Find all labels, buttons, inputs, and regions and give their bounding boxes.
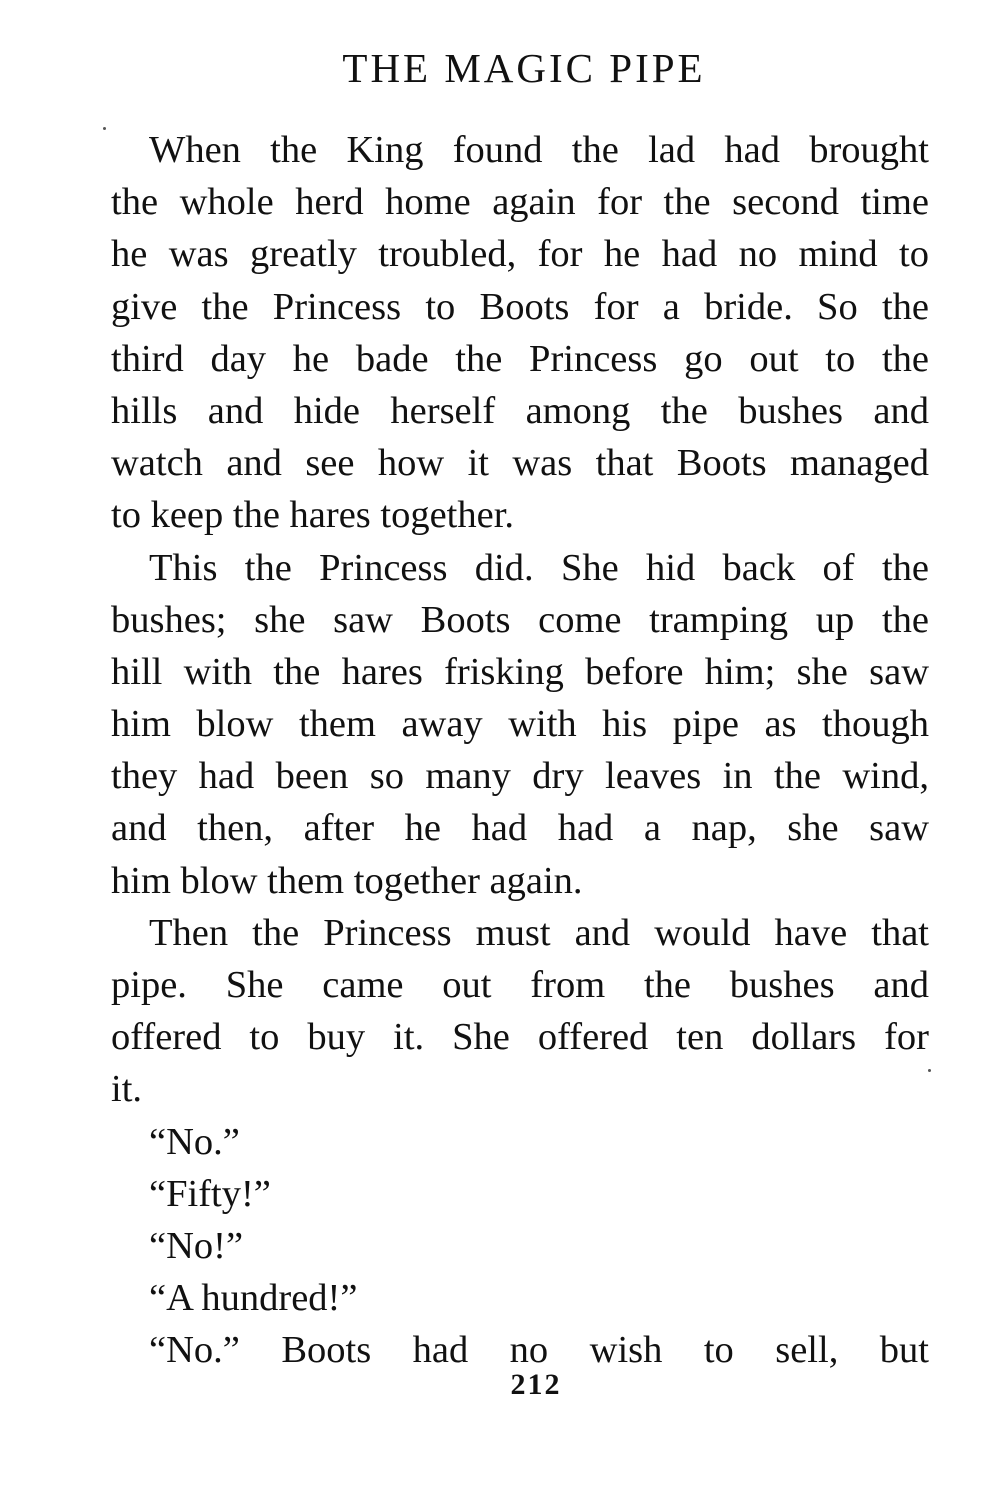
dialogue-line: “No.” xyxy=(149,1120,240,1163)
text-line: hill with the hares frisking before him; she saw xyxy=(111,650,929,693)
text-line: him blow them together again. xyxy=(111,859,583,902)
text-line: third day he bade the Princess go out to the xyxy=(111,337,929,380)
text-line: the whole herd home again for the second time xyxy=(111,181,929,224)
text-line: hills and hide herself among the bushes and xyxy=(111,389,929,432)
text-line: and then, after he had had a nap, she saw xyxy=(111,807,929,850)
text-line: to keep the hares together. xyxy=(111,494,515,537)
text-line: give the Princess to Boots for a bride. So the xyxy=(111,285,929,328)
text-line: they had been so many dry leaves in the wind, xyxy=(111,755,929,798)
text-line: him blow them away with his pipe as though xyxy=(111,703,929,746)
text-line: “No.” Boots had no wish to sell, but xyxy=(149,1329,929,1372)
print-speck xyxy=(103,127,106,130)
dialogue-line: “Fifty!” xyxy=(149,1172,271,1215)
running-head: THE MAGIC PIPE xyxy=(342,45,706,91)
text-line: it. xyxy=(111,1068,143,1111)
page-number: 212 xyxy=(510,1368,562,1401)
text-line: he was greatly troubled, for he had no mind to xyxy=(111,233,929,276)
text-line: pipe. She came out from the bushes and xyxy=(111,964,929,1006)
dialogue-line: “No!” xyxy=(149,1224,244,1267)
text-line: watch and see how it was that Boots managed xyxy=(111,442,929,485)
print-speck xyxy=(928,1069,931,1072)
dialogue-line: “A hundred!” xyxy=(149,1277,358,1320)
text-line: When the King found the lad had brought xyxy=(149,129,929,171)
text-line: This the Princess did. She hid back of the xyxy=(149,546,929,589)
text-line: bushes; she saw Boots come tramping up the xyxy=(111,598,929,641)
body-text xyxy=(111,124,929,1377)
text-line: offered to buy it. She offered ten dollars for xyxy=(111,1016,929,1059)
text-line: Then the Princess must and would have that xyxy=(149,911,929,954)
